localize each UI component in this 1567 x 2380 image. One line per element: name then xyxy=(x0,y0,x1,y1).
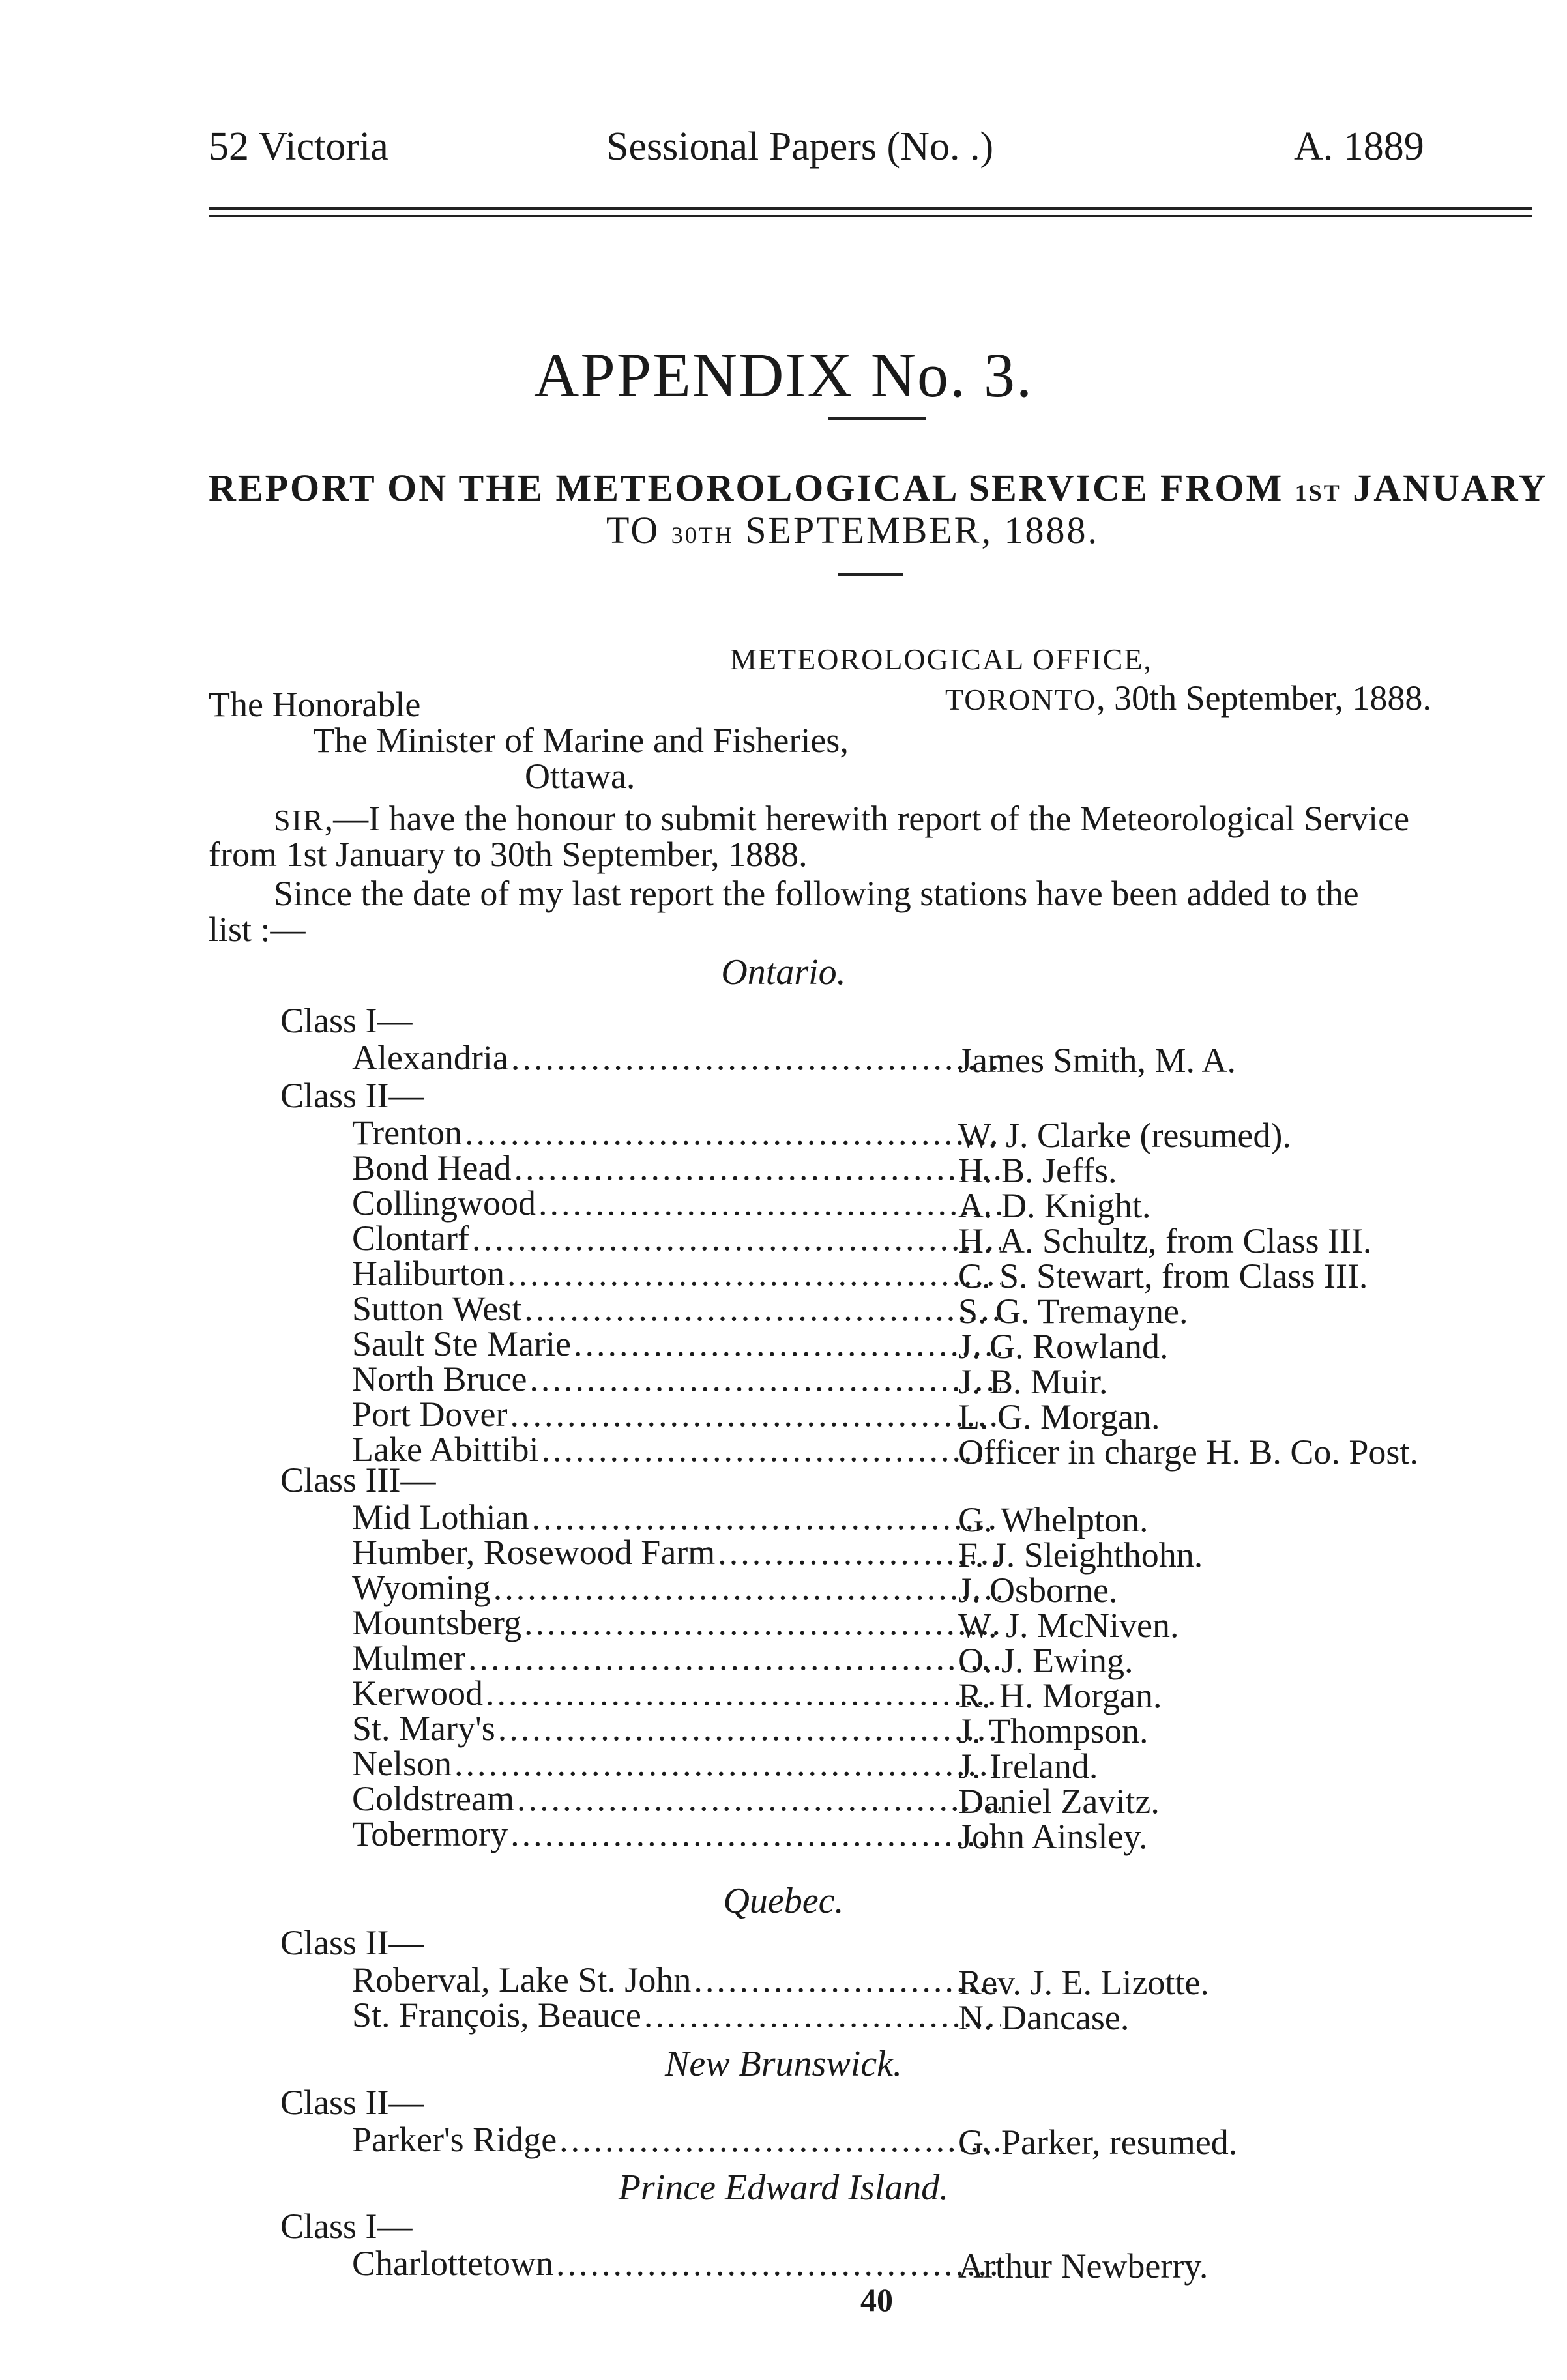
dot-leader xyxy=(574,1324,1001,1364)
dot-leader xyxy=(465,1112,1001,1153)
dot-leader xyxy=(510,1814,1001,1854)
station-name: Alexandria xyxy=(352,1038,508,1077)
station-row xyxy=(352,1218,1004,1257)
station-name: Nelson xyxy=(352,1744,452,1783)
station-row xyxy=(352,1148,1004,1187)
intro-line2: list :— xyxy=(209,910,306,949)
observer-name: J. G. Rowland. xyxy=(958,1327,1169,1366)
header-series: Sessional Papers (No. .) xyxy=(606,124,994,169)
dot-leader xyxy=(694,1960,1001,2000)
dot-leader xyxy=(644,1995,1001,2035)
station-name: Tobermory xyxy=(352,1814,508,1853)
dot-leader xyxy=(524,1288,1001,1329)
header-rule-top xyxy=(209,207,1532,210)
station-row xyxy=(352,1532,1004,1571)
observer-name: Rev. J. E. Lizotte. xyxy=(958,1963,1209,2002)
observer-name: W. J. Clarke (resumed). xyxy=(958,1116,1291,1155)
station-row xyxy=(352,1359,1004,1398)
station-row xyxy=(352,2119,1004,2158)
dot-leader xyxy=(498,1708,1001,1749)
observer-name: R. H. Morgan. xyxy=(958,1676,1162,1715)
station-row xyxy=(352,1112,1004,1152)
station-name: North Bruce xyxy=(352,1359,527,1399)
station-name: Mulmer xyxy=(352,1638,465,1677)
station-name: Parker's Ridge xyxy=(352,2120,557,2159)
station-row xyxy=(352,1960,1004,1999)
title-rule xyxy=(828,417,926,420)
salutation-line2: from 1st January to 30th September, 1888. xyxy=(209,835,808,874)
office-name: METEOROLOGICAL OFFICE, xyxy=(730,643,1152,676)
station-row xyxy=(352,2243,1004,2282)
section-quebec: Quebec. xyxy=(723,1881,844,1921)
station-name: Mountsberg xyxy=(352,1603,522,1642)
station-name: Haliburton xyxy=(352,1254,505,1293)
observer-name: O. J. Ewing. xyxy=(958,1641,1134,1680)
dot-leader xyxy=(538,1183,1001,1223)
dot-leader xyxy=(507,1253,1001,1294)
station-row xyxy=(352,1497,1004,1536)
observer-name: A. D. Knight. xyxy=(958,1186,1151,1225)
station-name: St. François, Beauce xyxy=(352,1995,641,2035)
address-line1: The Honorable xyxy=(209,685,421,724)
station-row xyxy=(352,1743,1004,1782)
observer-name: John Ainsley. xyxy=(958,1817,1148,1856)
station-name: Charlottetown xyxy=(352,2244,553,2283)
station-name: Kerwood xyxy=(352,1674,483,1713)
address-line3: Ottawa. xyxy=(525,757,636,796)
station-row xyxy=(352,1567,1004,1606)
observer-name: J. B. Muir. xyxy=(958,1362,1108,1401)
section-ontario: Ontario. xyxy=(721,952,846,993)
station-row xyxy=(352,1995,1004,2034)
observer-name: C. S. Stewart, from Class III. xyxy=(958,1256,1368,1296)
dot-leader xyxy=(559,2119,1001,2160)
dot-leader xyxy=(486,1673,1001,1713)
observer-name: L. G. Morgan. xyxy=(958,1397,1160,1436)
observer-name: G. Parker, resumed. xyxy=(958,2123,1238,2162)
station-row xyxy=(352,1673,1004,1712)
station-name: Bond Head xyxy=(352,1148,512,1187)
station-row xyxy=(352,1394,1004,1433)
observer-name: W. J. McNiven. xyxy=(958,1606,1179,1645)
class-heading: Class I— xyxy=(280,1001,413,1040)
observer-name: F. J. Sleighthohn. xyxy=(958,1535,1203,1575)
dot-leader xyxy=(517,1778,1001,1819)
address-line2: The Minister of Marine and Fisheries, xyxy=(313,721,849,760)
dot-leader xyxy=(514,1148,1001,1188)
observer-name: Daniel Zavitz. xyxy=(958,1782,1160,1821)
station-name: Trenton xyxy=(352,1113,463,1152)
station-row xyxy=(352,1603,1004,1642)
dot-leader xyxy=(556,2243,1001,2284)
header-volume: 52 Victoria xyxy=(209,124,388,169)
station-row xyxy=(352,1638,1004,1677)
heading-rule xyxy=(838,573,903,576)
station-name: Mid Lothian xyxy=(352,1498,529,1537)
class-heading: Class III— xyxy=(280,1460,436,1500)
dot-leader xyxy=(472,1218,1001,1258)
observer-name: J. Ireland. xyxy=(958,1747,1098,1786)
station-name: Roberval, Lake St. John xyxy=(352,1960,692,1999)
station-row xyxy=(352,1814,1004,1853)
salutation-line1: SIR,—I have the honour to submit herewith report of the Meteorological Service xyxy=(274,799,1410,838)
observer-name: J. Thompson. xyxy=(958,1711,1149,1750)
station-row xyxy=(352,1324,1004,1363)
observer-name: Arthur Newberry. xyxy=(958,2246,1208,2286)
station-row xyxy=(352,1183,1004,1222)
observer-name: S. G. Tremayne. xyxy=(958,1292,1188,1331)
observer-name: Officer in charge H. B. Co. Post. xyxy=(958,1432,1418,1472)
class-heading: Class II— xyxy=(280,1923,424,1962)
dot-leader xyxy=(529,1359,1001,1399)
observer-name: H. B. Jeffs. xyxy=(958,1151,1117,1190)
observer-name: G. Whelpton. xyxy=(958,1500,1149,1539)
dot-leader xyxy=(524,1603,1001,1643)
observer-name: James Smith, M. A. xyxy=(958,1041,1237,1080)
station-row xyxy=(352,1253,1004,1292)
station-row xyxy=(352,1778,1004,1818)
station-name: Wyoming xyxy=(352,1568,491,1607)
observer-name: N. Dancase. xyxy=(958,1998,1130,2037)
observer-name: J. Osborne. xyxy=(958,1571,1118,1610)
station-row xyxy=(352,1708,1004,1747)
station-name: Clontarf xyxy=(352,1219,469,1258)
station-name: Sutton West xyxy=(352,1289,522,1328)
observer-name: H. A. Schultz, from Class III. xyxy=(958,1221,1372,1260)
dot-leader xyxy=(454,1743,1001,1784)
station-name: Coldstream xyxy=(352,1779,514,1818)
dot-leader xyxy=(510,1394,1001,1434)
station-row xyxy=(352,1038,1004,1077)
station-name: Port Dover xyxy=(352,1395,508,1434)
dot-leader xyxy=(468,1638,1001,1678)
station-row xyxy=(352,1288,1004,1328)
appendix-title: APPENDIX No. 3. xyxy=(533,340,1034,410)
report-heading-line1: REPORT ON THE METEOROLOGICAL SERVICE FROM 1ST JANUARY xyxy=(209,467,1548,509)
class-heading: Class II— xyxy=(280,1076,424,1115)
station-name: St. Mary's xyxy=(352,1709,495,1748)
office-date-line: TORONTO, 30th September, 1888. xyxy=(945,678,1431,718)
section-pei: Prince Edward Island. xyxy=(618,2168,949,2208)
page-number: 40 xyxy=(860,2282,893,2318)
station-name: Humber, Rosewood Farm xyxy=(352,1533,716,1572)
report-heading-line2: TO 30TH SEPTEMBER, 1888. xyxy=(606,509,1099,551)
dot-leader xyxy=(511,1038,1001,1078)
station-name: Collingwood xyxy=(352,1183,536,1223)
dot-leader xyxy=(493,1567,1001,1608)
intro-line1: Since the date of my last report the following stations have been added to the xyxy=(274,874,1359,913)
header-rule-bottom xyxy=(209,215,1532,217)
dot-leader xyxy=(541,1429,1001,1470)
class-heading: Class II— xyxy=(280,2083,424,2122)
station-name: Sault Ste Marie xyxy=(352,1324,571,1363)
header-year: A. 1889 xyxy=(1294,124,1424,169)
section-new-brunswick: New Brunswick. xyxy=(665,2044,902,2084)
station-name: Lake Abittibi xyxy=(352,1430,539,1469)
station-row xyxy=(352,1429,1004,1468)
dot-leader xyxy=(531,1497,1001,1537)
class-heading: Class I— xyxy=(280,2207,413,2246)
